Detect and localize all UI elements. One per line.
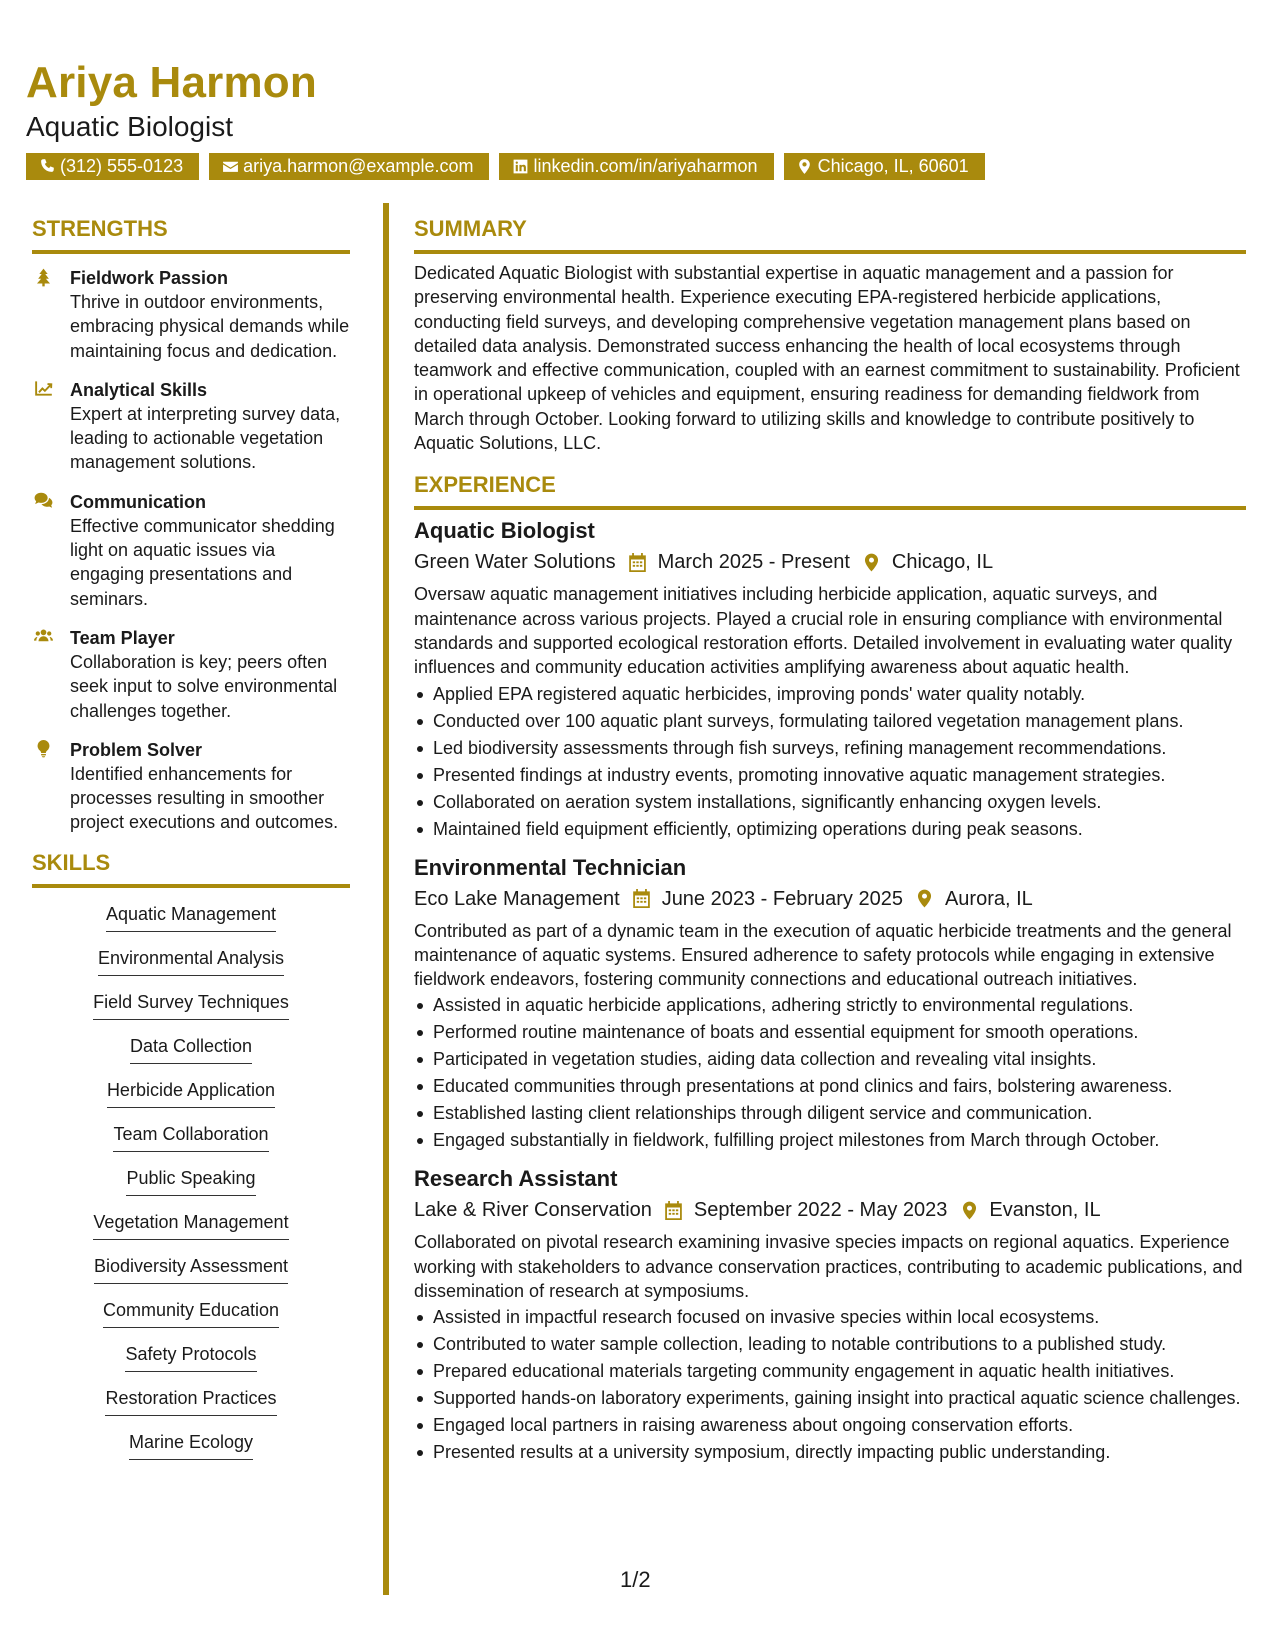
- strength-title: Communication: [70, 491, 207, 512]
- phone-icon: [38, 158, 56, 176]
- job-bullet: Presented findings at industry events, promoting innovative aquatic management strategies.: [414, 763, 1246, 787]
- strength-item: [32, 490, 350, 611]
- strength-description: Identified enhancements for processes resulting in smoother project executions and outcomes.: [70, 763, 339, 833]
- strength-title: Problem Solver: [70, 739, 203, 760]
- job-bullet: Assisted in impactful research focused on invasive species within local ecosystems.: [414, 1305, 1246, 1329]
- job-bullet: Conducted over 100 aquatic plant surveys, formulating tailored vegetation management plans.: [414, 709, 1246, 733]
- job-bullet: Educated communities through presentations at pond clinics and fairs, bolstering awareness.: [414, 1074, 1246, 1098]
- skill-item: Public Speaking: [126, 1166, 255, 1196]
- job-entry: [414, 1164, 1246, 1464]
- job-dates: June 2023 - February 2025: [661, 887, 903, 910]
- lightbulb-icon: [32, 739, 54, 759]
- summary-heading: SUMMARY: [414, 216, 527, 241]
- skill-item: Safety Protocols: [125, 1342, 256, 1372]
- calendar-icon: [632, 888, 652, 910]
- job-bullet: Prepared educational materials targeting community engagement in aquatic health initiatives.: [414, 1359, 1246, 1383]
- envelope-icon: [221, 158, 239, 176]
- comments-icon: [32, 491, 54, 511]
- job-bullet: Assisted in aquatic herbicide applications, adhering strictly to environmental regulations.: [414, 993, 1246, 1017]
- job-meta: [414, 547, 1246, 577]
- strengths-rule: [32, 250, 350, 254]
- job-company: Green Water Solutions: [414, 551, 616, 574]
- job-bullet: Participated in vegetation studies, aiding data collection and revealing vital insights.: [414, 1047, 1246, 1071]
- job-title: Research Assistant: [414, 1166, 618, 1192]
- users-icon: [32, 627, 54, 647]
- job-title: Aquatic Biologist: [414, 518, 595, 544]
- job-dates: March 2025 - Present: [657, 551, 850, 574]
- job-bullet: Presented results at a university symposium, directly impacting public understanding.: [414, 1440, 1246, 1464]
- strength-item: [32, 266, 350, 363]
- job-bullet: Engaged substantially in fieldwork, fulfilling project milestones from March through October.: [414, 1128, 1246, 1152]
- page-number: 1/2: [620, 1567, 651, 1592]
- job-location: Evanston, IL: [989, 1199, 1101, 1222]
- job-company: Eco Lake Management: [414, 887, 620, 910]
- contact-email-text: ariya.harmon@example.com: [243, 156, 474, 176]
- contact-linkedin-text: linkedin.com/in/ariyaharmon: [533, 156, 758, 176]
- strengths-list: [32, 266, 350, 835]
- strength-description: Expert at interpreting survey data, leading to actionable vegetation management solutions.: [70, 403, 341, 473]
- candidate-title: Aquatic Biologist: [26, 111, 234, 142]
- contact-linkedin[interactable]: [499, 153, 773, 180]
- job-company: Lake & River Conservation: [414, 1199, 652, 1222]
- skill-item: Data Collection: [130, 1034, 252, 1064]
- candidate-name: Ariya Harmon: [26, 58, 317, 107]
- left-column: [32, 216, 350, 1474]
- contact-phone[interactable]: [26, 153, 199, 180]
- job-entry: [414, 853, 1246, 1153]
- strength-item: [32, 378, 350, 475]
- experience-heading: EXPERIENCE: [414, 472, 556, 498]
- job-bullet: Supported hands-on laboratory experiments, gaining insight into practical aquatic science challenges.: [414, 1386, 1246, 1410]
- job-meta: [414, 884, 1246, 914]
- job-bullets: [414, 993, 1246, 1152]
- column-divider: [383, 203, 389, 1595]
- right-column: [414, 216, 1246, 1467]
- strength-title: Team Player: [70, 627, 175, 648]
- strength-item: [32, 738, 350, 835]
- skill-item: Vegetation Management: [93, 1210, 288, 1240]
- job-bullet: Established lasting client relationships through diligent service and communication.: [414, 1101, 1246, 1125]
- job-location: Chicago, IL: [891, 551, 994, 574]
- strengths-heading: STRENGTHS: [32, 216, 168, 241]
- contact-email[interactable]: [209, 153, 489, 180]
- chart-line-icon: [32, 379, 54, 399]
- skills-list: [32, 902, 350, 1474]
- skill-item: Biodiversity Assessment: [94, 1254, 288, 1284]
- strength-title: Analytical Skills: [70, 379, 208, 400]
- job-dates: September 2022 - May 2023: [693, 1199, 948, 1222]
- strength-title: Fieldwork Passion: [70, 268, 229, 288]
- job-bullet: Led biodiversity assessments through fish surveys, refining management recommendations.: [414, 736, 1246, 760]
- skill-item: Herbicide Application: [107, 1078, 275, 1108]
- contact-phone-text: (312) 555-0123: [60, 156, 184, 176]
- map-pin-icon: [959, 1199, 979, 1221]
- skill-item: Environmental Analysis: [98, 946, 284, 976]
- skills-rule: [32, 884, 350, 888]
- job-bullet: Performed routine maintenance of boats and essential equipment for smooth operations.: [414, 1020, 1246, 1044]
- strength-description: Effective communicator shedding light on aquatic issues via engaging presentations and seminars.: [70, 515, 335, 609]
- summary-rule: [414, 250, 1246, 254]
- contact-location-text: Chicago, IL, 60601: [817, 156, 969, 176]
- job-bullet: Applied EPA registered aquatic herbicides, improving ponds' water quality notably.: [414, 682, 1246, 706]
- strength-item: [32, 626, 350, 723]
- job-bullet: Contributed to water sample collection, leading to notable contributions to a published study.: [414, 1332, 1246, 1356]
- job-bullets: [414, 1305, 1246, 1464]
- calendar-icon: [664, 1199, 684, 1221]
- summary-text: Dedicated Aquatic Biologist with substantial expertise in aquatic management and a passion for preserving environmental health. Experience executing EPA-registered herbicide applications, conducting field surveys, and developing comprehensive vegetation management plans based on detailed data analysis. Demonstrated success enhancing the health of local ecosystems through teamwork and effective communication, coupled with an earnest commitment to sustainability. Proficient in operational upkeep of vehicles and equipment, ensuring readiness for demanding fieldwork from March through October. Looking forward to utilizing skills and knowledge to contribute positively to Aquatic Solutions, LLC.: [414, 263, 1240, 454]
- skill-item: Team Collaboration: [113, 1122, 268, 1152]
- linkedin-icon: [511, 158, 529, 176]
- job-title: Environmental Technician: [414, 854, 687, 880]
- tree-icon: [32, 267, 54, 287]
- job-bullet: Engaged local partners in raising awareness about ongoing conservation efforts.: [414, 1413, 1246, 1437]
- contact-bar: [26, 153, 985, 180]
- job-meta: [414, 1195, 1246, 1225]
- strength-description: Collaboration is key; peers often seek input to solve environmental challenges together.: [70, 651, 338, 721]
- calendar-icon: [628, 551, 648, 573]
- skill-item: Field Survey Techniques: [93, 990, 289, 1020]
- contact-location[interactable]: [784, 153, 985, 180]
- job-location: Aurora, IL: [944, 887, 1033, 910]
- skill-item: Restoration Practices: [105, 1386, 276, 1416]
- skills-heading: SKILLS: [32, 849, 111, 875]
- skill-item: Marine Ecology: [129, 1430, 253, 1460]
- job-entry: [414, 516, 1246, 840]
- job-bullet: Collaborated on aeration system installations, significantly enhancing oxygen levels.: [414, 790, 1246, 814]
- skill-item: Aquatic Management: [106, 902, 276, 932]
- map-pin-icon: [915, 888, 935, 910]
- job-bullet: Maintained field equipment efficiently, optimizing operations during peak seasons.: [414, 817, 1246, 841]
- experience-rule: [414, 506, 1246, 510]
- strength-description: Thrive in outdoor environments, embracing physical demands while maintaining focus and dedication.: [70, 292, 350, 361]
- job-bullets: [414, 682, 1246, 841]
- job-description: Contributed as part of a dynamic team in the execution of aquatic herbicide treatments and the general maintenance of aquatic systems. Ensured adherence to safety protocols while engaging in extensive fieldwork endeavors, fostering community connections and educational outreach initiatives.: [414, 920, 1232, 990]
- skill-item: Community Education: [103, 1298, 279, 1328]
- job-description: Oversaw aquatic management initiatives including herbicide application, aquatic surveys, and maintenance across various projects. Played a crucial role in ensuring compliance with environmental standards and supported ecological restoration efforts. Detailed involvement in evaluating water quality influences and community education activities amplifying awareness about aquatic health.: [414, 584, 1233, 678]
- map-pin-icon: [862, 551, 882, 573]
- job-description: Collaborated on pivotal research examining invasive species impacts on regional aquatics. Experience working with stakeholders to advance conservation practices, contributing to academic publications, and dissemination of research at symposiums.: [414, 1232, 1243, 1302]
- map-pin-icon: [796, 158, 814, 176]
